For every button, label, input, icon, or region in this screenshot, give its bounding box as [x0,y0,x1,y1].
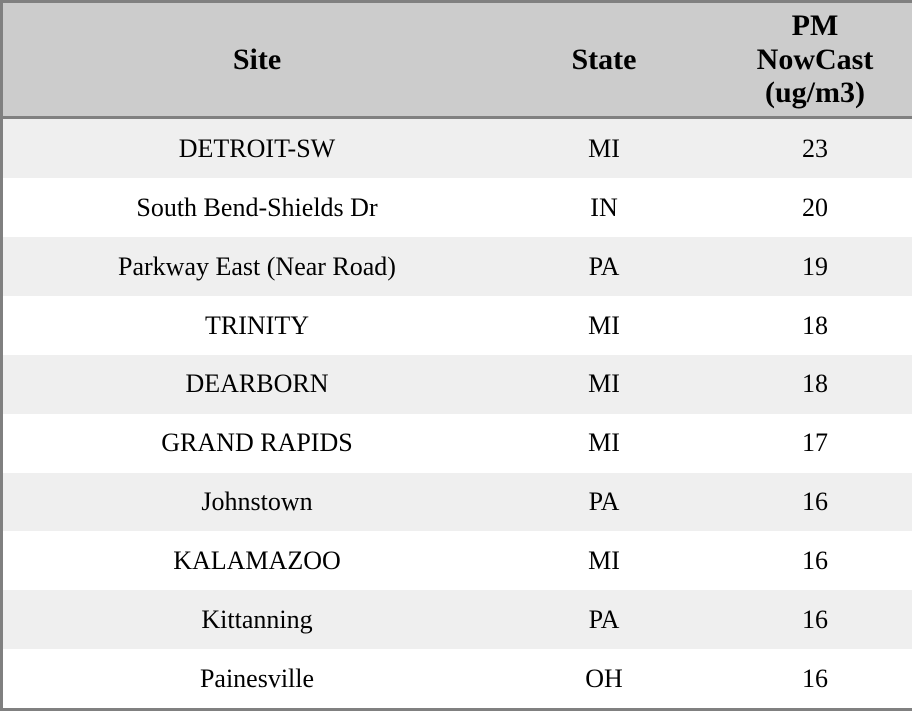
cell-state: MI [511,531,697,590]
cell-site: Kittanning [3,590,511,649]
table-row [3,296,912,355]
table-row [3,178,912,237]
cell-site: DEARBORN [3,355,511,414]
cell-site: Parkway East (Near Road) [3,237,511,296]
cell-state: IN [511,178,697,237]
table-row [3,237,912,296]
cell-value: 18 [697,296,912,355]
table-row [3,649,912,708]
column-header-state: State [511,3,697,117]
cell-value: 16 [697,649,912,708]
cell-value: 16 [697,531,912,590]
column-header-pm-nowcast-line2: NowCast [756,42,874,76]
cell-site: GRAND RAPIDS [3,414,511,473]
cell-state: MI [511,296,697,355]
table-row [3,117,912,178]
cell-site: South Bend-Shields Dr [3,178,511,237]
cell-state: MI [511,355,697,414]
table-row [3,590,912,649]
cell-state: PA [511,590,697,649]
cell-value: 20 [697,178,912,237]
cell-site: Painesville [3,649,511,708]
cell-state: PA [511,473,697,532]
cell-value: 17 [697,414,912,473]
table-header [3,3,912,117]
cell-value: 23 [697,117,912,178]
cell-state: MI [511,414,697,473]
cell-state: MI [511,117,697,178]
column-header-pm-nowcast [697,3,912,117]
cell-value: 16 [697,590,912,649]
cell-value: 18 [697,355,912,414]
table-row [3,531,912,590]
cell-state: PA [511,237,697,296]
column-header-pm-nowcast-line3: (ug/m3) [765,76,865,110]
column-header-pm-nowcast-line1: PM [791,9,839,42]
cell-value: 16 [697,473,912,532]
table-header-row [3,3,912,117]
cell-state: OH [511,649,697,708]
column-header-site: Site [3,3,511,117]
air-quality-table [3,3,912,708]
cell-site: DETROIT-SW [3,117,511,178]
table-row [3,355,912,414]
cell-site: Johnstown [3,473,511,532]
table-row [3,414,912,473]
table-row [3,473,912,532]
table-body [3,117,912,708]
cell-value: 19 [697,237,912,296]
cell-site: KALAMAZOO [3,531,511,590]
cell-site: TRINITY [3,296,511,355]
